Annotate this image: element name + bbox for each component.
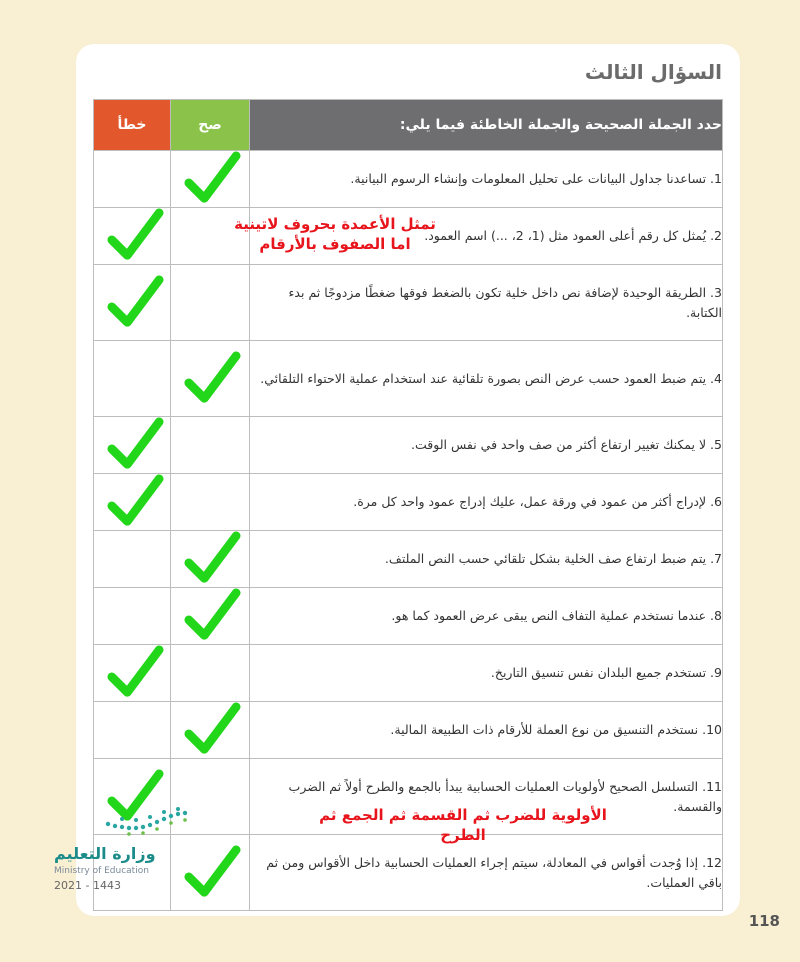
true-cell[interactable]	[171, 531, 250, 588]
statement-cell: 3. الطريقة الوحيدة لإضافة نص داخل خلية تكون بالضغط فوقها ضغطًا مزدوجًا ثم بدء الكتابة.	[250, 265, 723, 341]
check-mark-icon	[106, 416, 164, 474]
check-mark-icon	[106, 274, 164, 332]
true-cell[interactable]	[171, 645, 250, 702]
table-row	[94, 645, 723, 702]
check-mark-icon	[183, 150, 241, 208]
table-row	[94, 702, 723, 759]
ministry-dots-icon	[100, 806, 200, 836]
statement-cell: 9. تستخدم جميع البلدان نفس تنسيق التاريخ.	[250, 645, 723, 702]
table-row	[94, 531, 723, 588]
header-statement: حدد الجملة الصحيحة والجملة الخاطئة فيما يلي:	[250, 100, 723, 151]
false-cell[interactable]	[94, 208, 171, 265]
true-cell[interactable]	[171, 151, 250, 208]
true-cell[interactable]	[171, 702, 250, 759]
statement-cell: 12. إذا وُجدت أقواس في المعادلة، سيتم إجراء العمليات الحسابية داخل الأقواس ومن ثم باقي العمليات.	[250, 835, 723, 911]
statement-cell: 6. لإدراج أكثر من عمود في ورقة عمل، عليك إدراج عمود واحد كل مرة.	[250, 474, 723, 531]
false-cell[interactable]	[94, 151, 171, 208]
statement-cell: 10. نستخدم التنسيق من نوع العملة للأرقام ذات الطبيعة المالية.	[250, 702, 723, 759]
check-mark-icon	[106, 207, 164, 265]
statement-cell: 4. يتم ضبط العمود حسب عرض النص بصورة تلقائية عند استخدام عملية الاحتواء التلقائي.	[250, 341, 723, 417]
check-mark-icon	[106, 473, 164, 531]
table-row	[94, 588, 723, 645]
true-cell[interactable]	[171, 417, 250, 474]
statement-cell: 5. لا يمكنك تغيير ارتفاع أكثر من صف واحد في نفس الوقت.	[250, 417, 723, 474]
false-cell[interactable]	[94, 417, 171, 474]
true-cell[interactable]	[171, 265, 250, 341]
true-cell[interactable]	[171, 341, 250, 417]
false-cell[interactable]	[94, 702, 171, 759]
annotation-line: اما الصفوف بالأرقام	[259, 235, 411, 254]
check-mark-icon	[183, 530, 241, 588]
table-row	[94, 151, 723, 208]
table-row	[94, 474, 723, 531]
header-true: صح	[171, 100, 250, 151]
table-row	[94, 341, 723, 417]
ministry-name-english: Ministry of Education	[54, 866, 149, 876]
false-cell[interactable]	[94, 341, 171, 417]
false-cell[interactable]	[94, 531, 171, 588]
annotation-precedence-note: الأولوية للضرب ثم القسمة ثم الجمع ثم الطرح	[319, 806, 607, 845]
false-cell[interactable]	[94, 474, 171, 531]
annotation-line: تمثل الأعمدة بحروف لاتينية	[234, 215, 436, 233]
true-cell[interactable]	[171, 474, 250, 531]
check-mark-icon	[183, 701, 241, 759]
false-cell[interactable]	[94, 645, 171, 702]
table-row	[94, 417, 723, 474]
annotation-columns-note	[215, 214, 455, 255]
table-row	[94, 265, 723, 341]
ministry-year: 2021 - 1443	[54, 879, 121, 892]
statement-cell: 7. يتم ضبط ارتفاع صف الخلية بشكل تلقائي حسب النص الملتف.	[250, 531, 723, 588]
check-mark-icon	[183, 587, 241, 645]
question-title: السؤال الثالث	[584, 60, 722, 84]
false-cell[interactable]	[94, 265, 171, 341]
table-body	[94, 151, 723, 911]
statement-cell: 1. تساعدنا جداول البيانات على تحليل المعلومات وإنشاء الرسوم البيانية.	[250, 151, 723, 208]
header-false: خطأ	[94, 100, 171, 151]
statement-cell: 11. التسلسل الصحيح لأولويات العمليات الحسابية يبدأ بالجمع والطرح أولاً ثم الضرب والقسمة.	[250, 759, 723, 835]
false-cell[interactable]	[94, 588, 171, 645]
check-mark-icon	[183, 350, 241, 408]
true-cell[interactable]	[171, 588, 250, 645]
ministry-logo	[52, 806, 192, 896]
page-number: 118	[748, 912, 780, 930]
check-mark-icon	[106, 644, 164, 702]
ministry-name-arabic: وزارة التعليم	[54, 844, 156, 863]
statement-cell: 8. عندما نستخدم عملية التفاف النص يبقى عرض العمود كما هو.	[250, 588, 723, 645]
statement-cell: 2. يُمثل كل رقم أعلى العمود مثل (1، 2، ...) اسم العمود.	[250, 208, 723, 265]
